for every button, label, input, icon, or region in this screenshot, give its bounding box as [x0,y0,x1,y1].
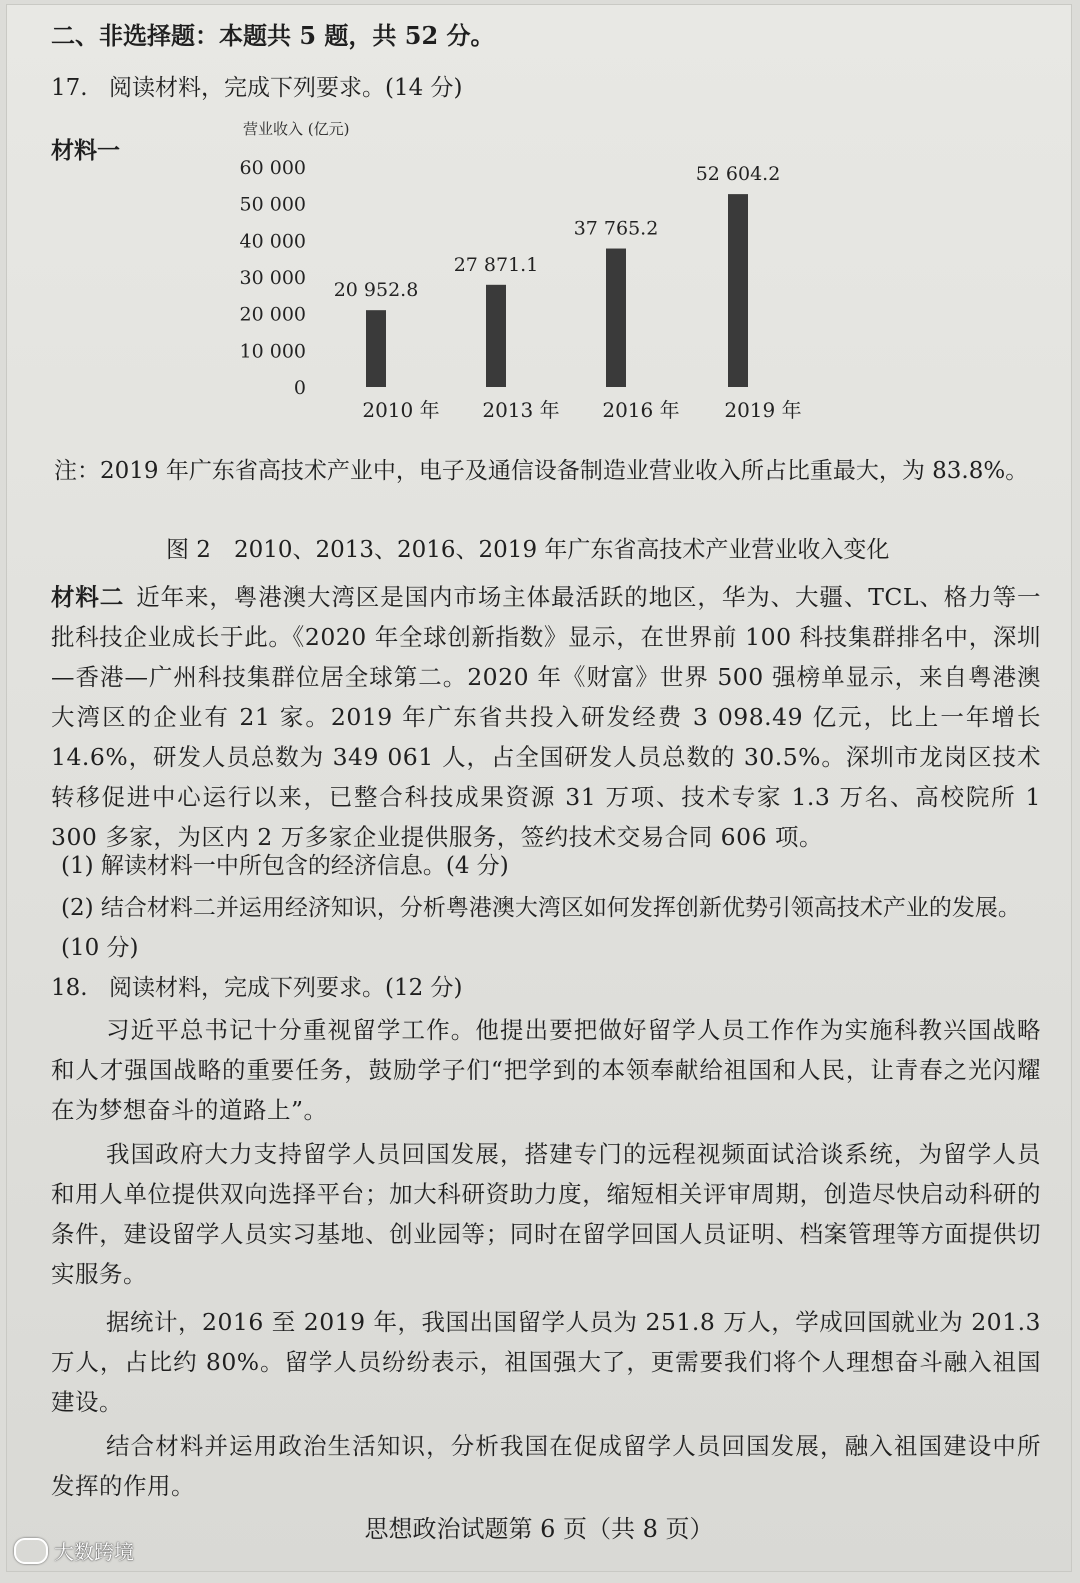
material-2-paragraph [51,577,1041,857]
question-17-sub-2: (2) 结合材料二并运用经济知识，分析粤港澳大湾区如何发挥创新优势引领高技术产业的发展。(10 分) [61,895,1021,961]
question-18-paragraph-3: 据统计，2016 至 2019 年，我国出国留学人员为 251.8 万人，学成回国就业为 201.3 万人，占比约 80%。留学人员纷纷表示，祖国强大了，更需要我们将个人理想奋斗融入祖国建设。 [51,1308,1041,1416]
x-category-label: 2016 年 [602,398,680,422]
bar-value-label: 27 871.1 [453,253,539,276]
x-category-label: 2013 年 [482,398,560,422]
question-17-number: 17. [51,75,88,101]
bar [606,249,626,387]
section-title: 二、非选择题：本题共 5 题，共 52 分。 [51,21,495,50]
exam-page [6,4,1072,1572]
y-tick-label: 0 [293,377,306,399]
figure-caption: 图 2 2010、2013、2016、2019 年广东省高技术产业营业收入变化 [166,537,890,563]
chart-note: 注：2019 年广东省高技术产业中，电子及通信设备制造业营业收入所占比重最大，为 83.8%。 [54,458,1029,484]
bar-value-label: 37 765.2 [573,217,659,240]
question-18-number: 18. [51,975,88,1001]
question-18-stem [51,972,1042,1004]
x-category-label: 2019 年 [724,398,802,422]
question-18-text: 阅读材料，完成下列要求。(12 分) [109,975,463,1001]
chart-y-axis-label: 营业收入 (亿元) [243,120,350,138]
watermark [14,1536,134,1565]
x-category-label: 2010 年 [362,398,440,422]
watermark-text: 大数跨境 [54,1540,134,1564]
bar [486,285,506,387]
question-17-text: 阅读材料，完成下列要求。(14 分) [109,75,463,101]
question-18-paragraph-1: 习近平总书记十分重视留学工作。他提出要把做好留学人员工作作为实施科教兴国战略和人才强国战略的重要任务，鼓励学子们“把学到的本领奉献给祖国和人民，让青春之光闪耀在为梦想奋斗的道路上”。 [51,1016,1041,1124]
y-tick-label: 20 000 [239,303,306,326]
question-18-paragraph-4: 结合材料并运用政治生活知识，分析我国在促成留学人员回国发展，融入祖国建设中所发挥的作用。 [51,1432,1041,1500]
bar-value-label: 20 952.8 [333,279,419,302]
chart-x-labels [362,398,801,422]
revenue-bar-chart [6,104,1072,439]
question-18-paragraph-2: 我国政府大力支持留学人员回国发展，搭建专门的远程视频面试洽谈系统，为留学人员和用人单位提供双向选择平台；加大科研资助力度，缩短相关评审周期，创造尽快启动科研的条件，建设留学人员实习基地、创业园等；同时在留学回国人员证明、档案管理等方面提供切实服务。 [51,1140,1041,1288]
question-17-stem [51,72,1042,104]
question-17-sub-1: (1) 解读材料一中所包含的经济信息。(4 分) [61,853,509,879]
chart-bars [366,194,748,387]
chart-y-ticks [240,157,306,399]
bar [366,310,386,387]
y-tick-label: 60 000 [239,157,306,179]
y-tick-label: 30 000 [239,267,306,289]
material-2-text: 近年来，粤港澳大湾区是国内市场主体最活跃的地区，华为、大疆、TCL、格力等一批科技企业成长于此。《2020 年全球创新指数》显示，在世界前 100 科技集群排名中，深圳—香港—广州科技集群位居全球第二。2020 年《财富》世界 500 强榜单显示，来自粤港澳大湾区的企业有 21 家。2019 年广东省共投入研发经费 3 098.49 亿元，比上一年增长 14.6%，研发人员总数为 349 061 人，占全国研发人员总数的 30.5%。深圳市龙岗区技术转移促进中心运行以来，已整合科技成果资源 31 万项、技术专家 1.3 万名、高校院所 1 300 多家，为区内 2 万多家企业提供服务，签约技术交易合同 606 项。 [51,583,1041,851]
material-1-label: 材料一 [51,137,120,164]
material-2-label: 材料二 [51,583,125,611]
page-footer: 思想政治试题第 6 页（共 8 页） [364,1515,714,1543]
watermark-logo-icon [14,1538,48,1564]
bar [728,194,748,387]
y-tick-label: 10 000 [239,340,306,363]
y-tick-label: 50 000 [239,193,306,216]
y-tick-label: 40 000 [239,230,306,253]
chart-value-labels [334,163,781,301]
bar-value-label: 52 604.2 [695,163,781,186]
